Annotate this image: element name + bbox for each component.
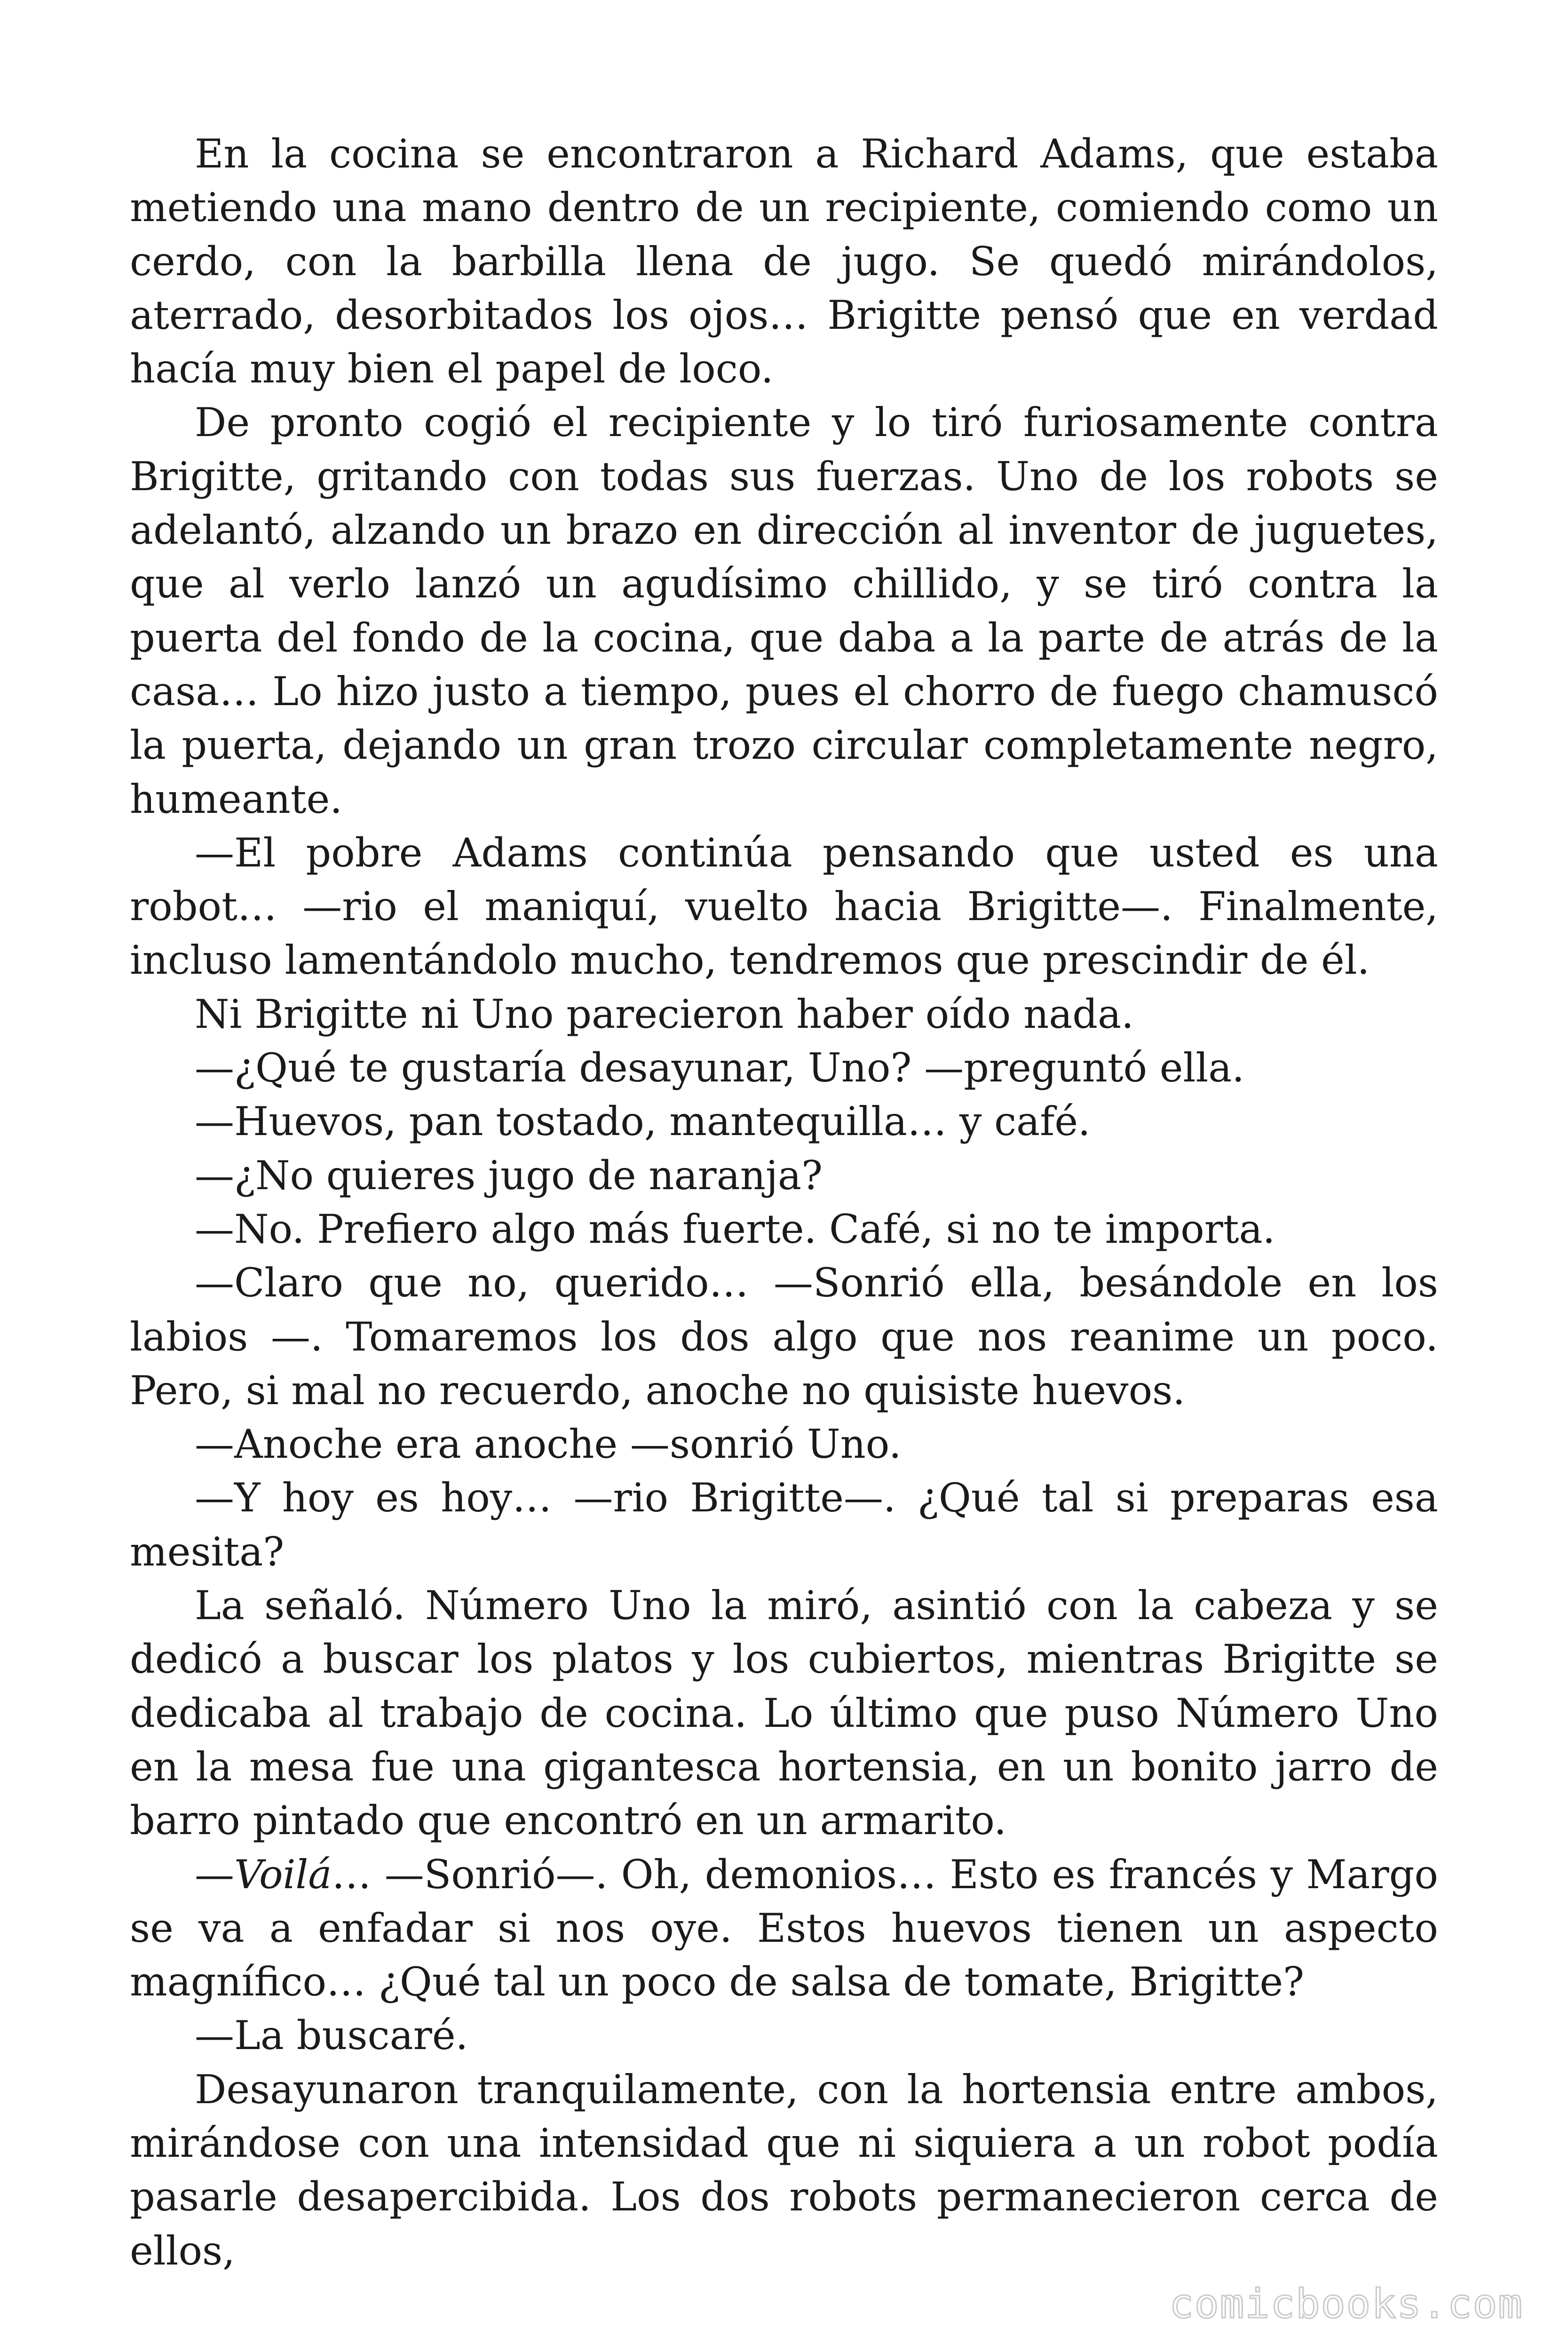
paragraph: Desayunaron tranquilamente, con la hortensia entre ambos, mirándose con una intensidad que ni siquiera a un robot podía pasarle desapercibida. Los dos robots permanecieron cerca de ellos, [130, 2066, 1438, 2274]
dialogue-dash: — [195, 1851, 234, 1898]
paragraph: —¿Qué te gustaría desayunar, Uno? —preguntó ella. [195, 1045, 1244, 1091]
body-text [130, 127, 1438, 2278]
paragraph-voila [130, 1848, 1438, 2009]
paragraph: —Anoche era anoche —sonrió Uno. [195, 1421, 902, 1468]
paragraph: —La buscaré. [195, 2012, 468, 2059]
watermark: comicbooks.com [1169, 2280, 1523, 2328]
paragraph: —Y hoy es hoy… —rio Brigitte—. ¿Qué tal si preparas esa mesita? [130, 1475, 1438, 1575]
paragraph: La señaló. Número Uno la miró, asintió con la cabeza y se dedicó a buscar los platos y los cubiertos, mientras Brigitte se dedicaba al trabajo de cocina. Lo último que puso Número Uno en la mesa fue una gigantesca hortensia, en un bonito jarro de barro pintado que encontró en un armarito. [130, 1582, 1438, 1844]
paragraph: —Claro que no, querido… —Sonrió ella, besándole en los labios —. Tomaremos los dos algo que nos reanime un poco. Pero, si mal no recuerdo, anoche no quisiste huevos. [130, 1260, 1438, 1414]
paragraph: —El pobre Adams continúa pensando que usted es una robot… —rio el maniquí, vuelto hacia Brigitte—. Finalmente, incluso lamentándolo mucho, tendremos que prescindir de él. [130, 829, 1438, 984]
paragraph: En la cocina se encontraron a Richard Adams, que estaba metiendo una mano dentro de un recipiente, comiendo como un cerdo, con la barbilla llena de jugo. Se quedó mirándolos, aterrado, desorbitados los ojos… Brigitte pensó que en verdad hacía muy bien el papel de loco. [130, 131, 1438, 392]
paragraph: Ni Brigitte ni Uno parecieron haber oído nada. [195, 991, 1134, 1037]
italic-word: Voilá [234, 1851, 332, 1898]
paragraph-rest: … —Sonrió—. Oh, demonios… Esto es francés y Margo se va a enfadar si nos oye. Estos huevos tienen un aspecto magnífico… ¿Qué tal un poco de salsa de tomate, Brigitte? [130, 1851, 1438, 2005]
paragraph: —Huevos, pan tostado, mantequilla… y café. [195, 1098, 1091, 1145]
paragraph: —No. Prefiero algo más fuerte. Café, si no te importa. [195, 1206, 1275, 1252]
paragraph: De pronto cogió el recipiente y lo tiró furiosamente contra Brigitte, gritando con todas sus fuerzas. Uno de los robots se adelantó, alzando un brazo en dirección al inventor de juguetes, que al verlo lanzó un agudísimo chillido, y se tiró contra la puerta del fondo de la cocina, que daba a la parte de atrás de la casa… Lo hizo justo a tiempo, pues el chorro de fuego chamuscó la puerta, dejando un gran trozo circular completamente negro, humeante. [130, 399, 1438, 822]
paragraph: —¿No quieres jugo de naranja? [195, 1152, 823, 1199]
